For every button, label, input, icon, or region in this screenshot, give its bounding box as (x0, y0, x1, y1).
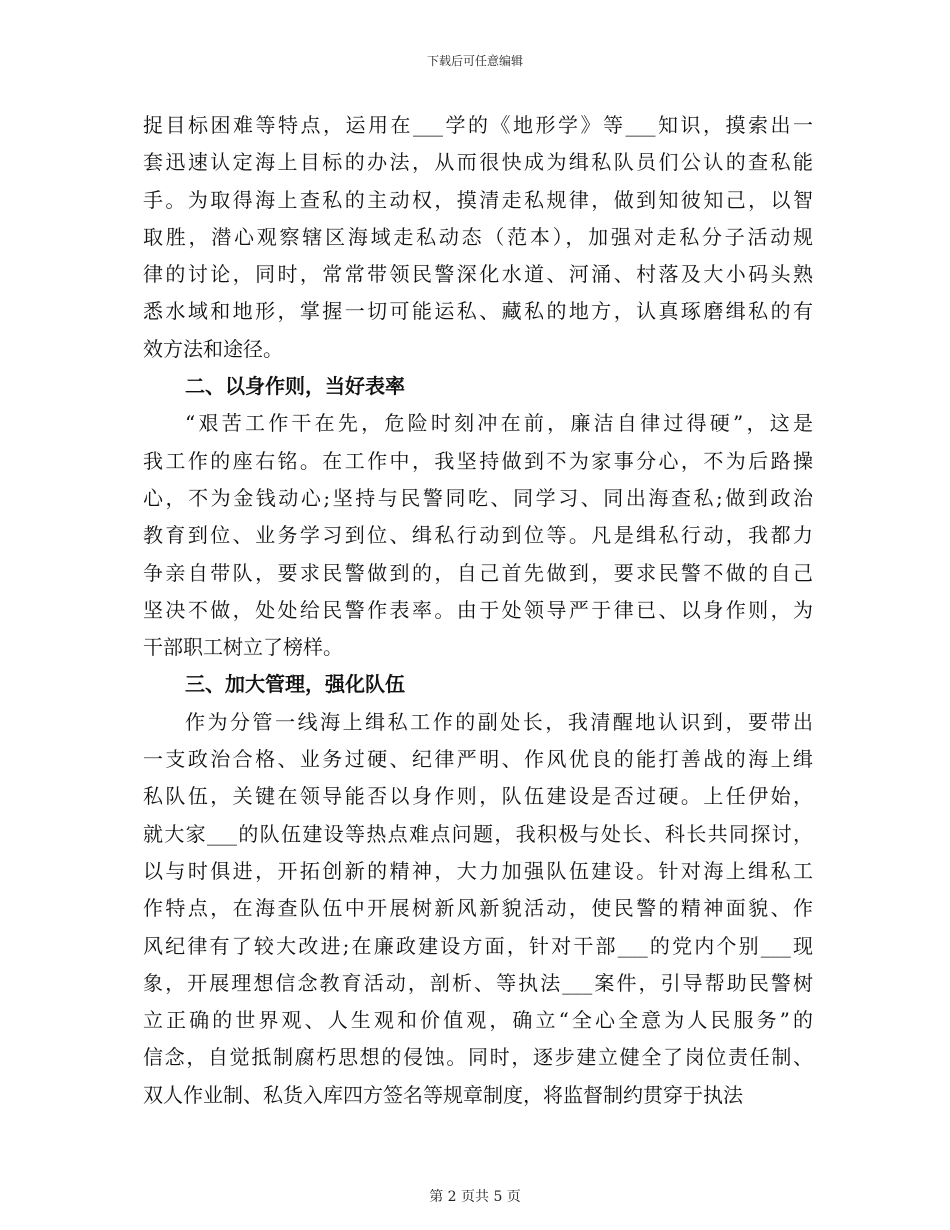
paragraph-line: 干部职工树立了榜样。 (143, 635, 343, 660)
paragraph-line: 象，开展理想信念教育活动，剖析、等执法___案件，引导帮助民警树 (143, 970, 813, 995)
paragraph-line: 双人作业制、私货入库四方签名等规章制度，将监督制约贯穿于执法 (143, 1082, 743, 1107)
paragraph-line: 风纪律有了较大改进;在廉政建设方面，针对干部___的党内个别___现 (143, 933, 813, 958)
paragraph-line: 心，不为金钱动心;坚持与民警同吃、同学习、同出海查私;做到政治 (143, 485, 813, 510)
paragraph-line: 私队伍，关键在领导能否以身作则，队伍建设是否过硬。上任伊始， (143, 784, 813, 809)
paragraph-line: 信念，自觉抵制腐朽思想的侵蚀。同时，逐步建立健全了岗位责任制、 (143, 1045, 813, 1070)
paragraph-line: 教育到位、业务学习到位、缉私行动到位等。凡是缉私行动，我都力 (143, 523, 813, 548)
paragraph-line: 手。为取得海上查私的主动权，摸清走私规律，做到知彼知己，以智 (143, 187, 813, 212)
paragraph-line: “艰苦工作干在先，危险时刻冲在前，廉洁自律过得硬”，这是 (185, 411, 813, 436)
paragraph-line: 作特点，在海查队伍中开展树新风新貌活动，使民警的精神面貌、作 (143, 896, 813, 921)
paragraph-line: 一支政治合格、业务过硬、纪律严明、作风优良的能打善战的海上缉 (143, 747, 813, 772)
paragraph-line: 立正确的世界观、人生观和价值观，确立“全心全意为人民服务”的 (143, 1008, 813, 1033)
section-heading: 三、加大管理，强化队伍 (185, 672, 405, 697)
paragraph-line: 悉水域和地形，掌握一切可能运私、藏私的地方，认真琢磨缉私的有 (143, 299, 813, 324)
paragraph-line: 以与时俱进，开拓创新的精神，大力加强队伍建设。针对海上缉私工 (143, 858, 813, 883)
paragraph-line: 就大家___的队伍建设等热点难点问题，我积极与处长、科长共同探讨， (143, 821, 813, 846)
paragraph-line: 坚决不做，处处给民警作表率。由于处领导严于律已、以身作则，为 (143, 597, 813, 622)
paragraph-line: 取胜，潜心观察辖区海域走私动态（范本），加强对走私分子活动规 (143, 224, 813, 249)
paragraph-line: 争亲自带队，要求民警做到的，自己首先做到，要求民警不做的自己 (143, 560, 813, 585)
page-header: 下载后可任意编辑 (426, 54, 523, 68)
paragraph-line: 捉目标困难等特点，运用在___学的《地形学》等___知识，摸索出一 (143, 113, 813, 137)
paragraph-line: 作为分管一线海上缉私工作的副处长，我清醒地认识到，要带出 (185, 709, 813, 734)
document-body (143, 107, 813, 1114)
paragraph-line: 效方法和途径。 (143, 336, 283, 361)
paragraph-line: 律的讨论，同时，常常带领民警深化水道、河涌、村落及大小码头熟 (143, 262, 813, 287)
page-footer: 第 2 页共 5 页 (429, 1189, 521, 1205)
paragraph-line: 我工作的座右铭。在工作中，我坚持做到不为家事分心，不为后路操 (143, 448, 813, 473)
paragraph-line: 套迅速认定海上目标的办法，从而很快成为缉私队员们公认的查私能 (143, 150, 813, 175)
section-heading: 二、以身作则，当好表率 (185, 374, 405, 399)
